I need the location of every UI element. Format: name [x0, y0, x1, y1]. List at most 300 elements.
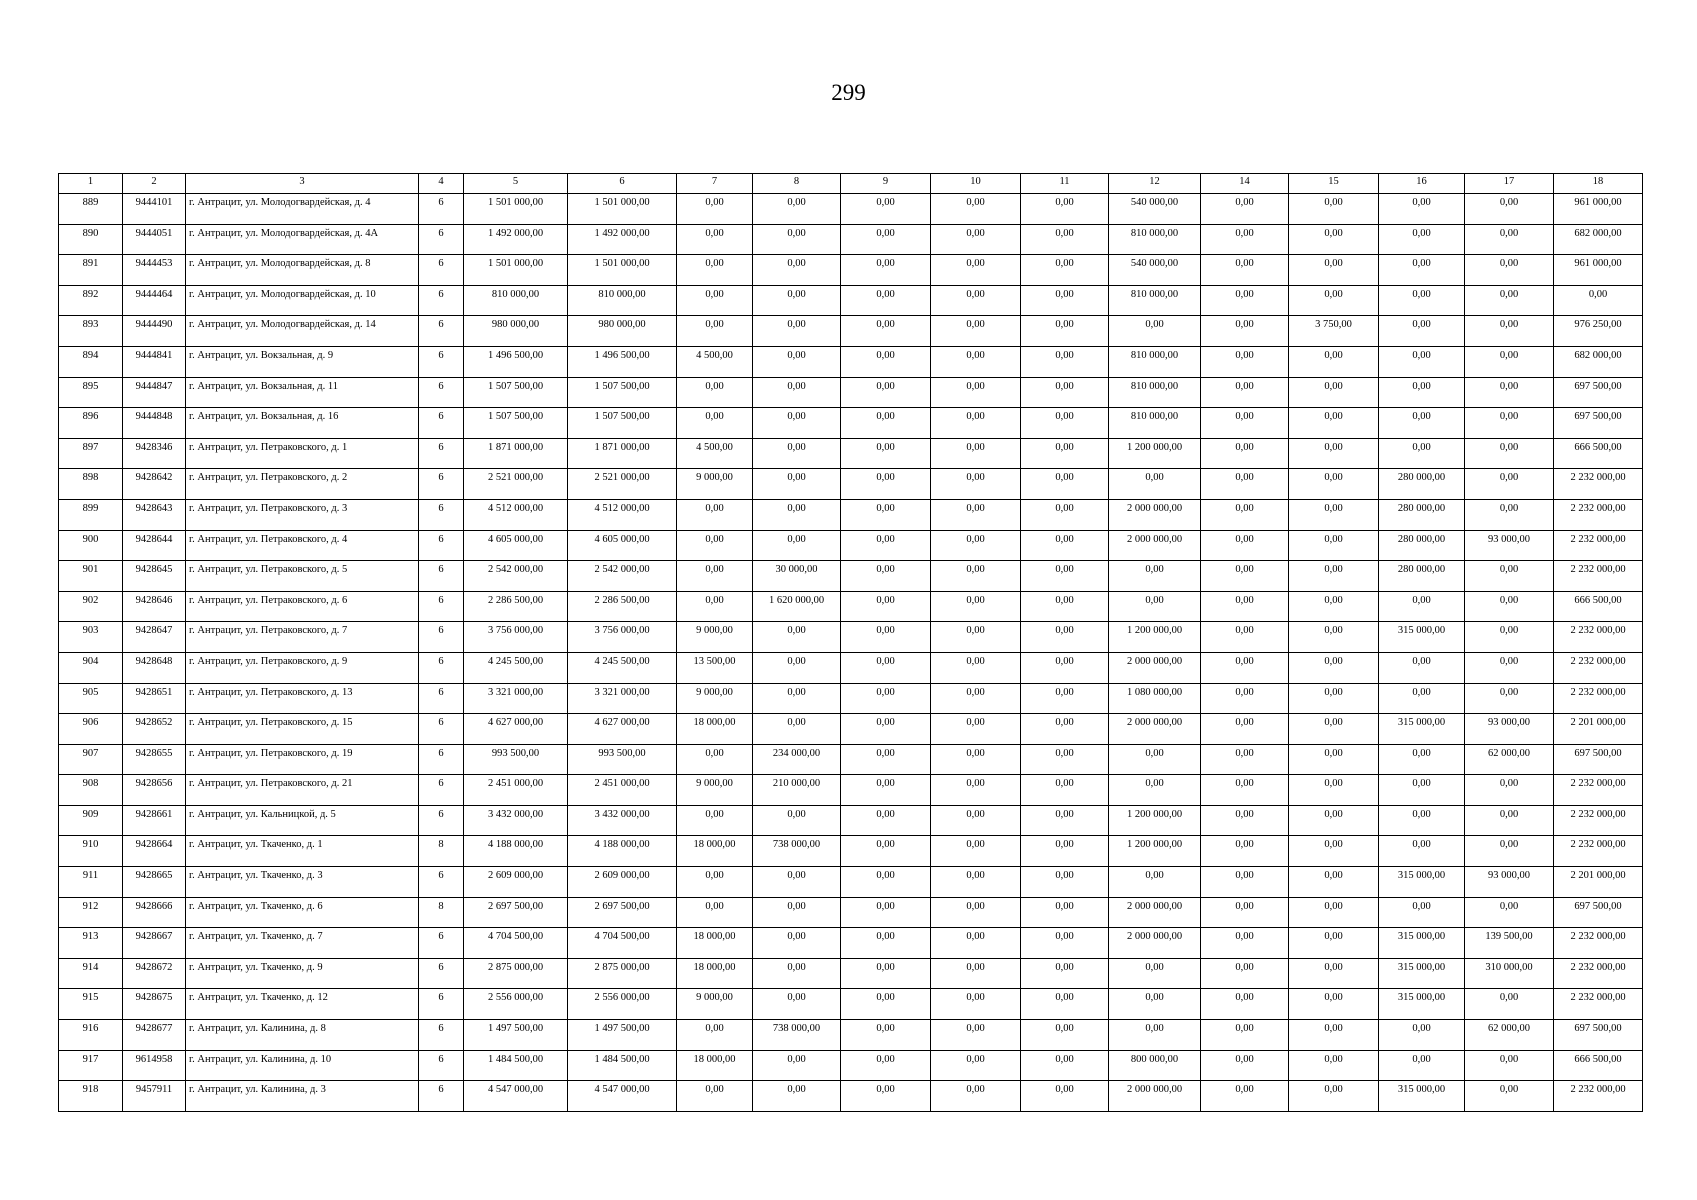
table-row [59, 958, 1643, 989]
table-cell: 9428651 [123, 683, 186, 714]
table-cell: 0,00 [1289, 867, 1379, 898]
table-cell: 0,00 [931, 1081, 1021, 1112]
table-cell: 0,00 [1021, 285, 1109, 316]
table-cell: 0,00 [1021, 1020, 1109, 1051]
table-cell: 315 000,00 [1379, 958, 1465, 989]
table-cell: 0,00 [1289, 1020, 1379, 1051]
table-cell: 2 232 000,00 [1554, 561, 1643, 592]
table-cell: 1 496 500,00 [464, 346, 568, 377]
table-cell: 0,00 [1465, 561, 1554, 592]
table-cell: 2 000 000,00 [1109, 714, 1201, 745]
table-cell: 0,00 [1021, 744, 1109, 775]
table-cell: 0,00 [1289, 1050, 1379, 1081]
table-cell: 810 000,00 [1109, 408, 1201, 439]
table-cell: 0,00 [1021, 805, 1109, 836]
table-cell: 0,00 [753, 224, 841, 255]
table-cell: 0,00 [1201, 346, 1289, 377]
table-row [59, 897, 1643, 928]
table-cell: 0,00 [1109, 775, 1201, 806]
table-cell: 9428644 [123, 530, 186, 561]
table-cell: 6 [419, 408, 464, 439]
table-cell: 0,00 [1289, 255, 1379, 286]
address-cell: г. Антрацит, ул. Петраковского, д. 21 [186, 775, 419, 806]
table-cell: 9444848 [123, 408, 186, 439]
table-row [59, 1050, 1643, 1081]
table-row [59, 377, 1643, 408]
address-cell: г. Антрацит, ул. Петраковского, д. 5 [186, 561, 419, 592]
table-cell: 0,00 [1201, 316, 1289, 347]
table-cell: 0,00 [677, 255, 753, 286]
table-cell: 0,00 [1289, 377, 1379, 408]
table-cell: 2 232 000,00 [1554, 1081, 1643, 1112]
table-cell: 0,00 [841, 652, 931, 683]
table-cell: 0,00 [1289, 836, 1379, 867]
table-cell: 980 000,00 [464, 316, 568, 347]
table-cell: 907 [59, 744, 123, 775]
table-row [59, 1081, 1643, 1112]
table-cell: 892 [59, 285, 123, 316]
table-cell: 3 756 000,00 [568, 622, 677, 653]
table-cell: 0,00 [1201, 775, 1289, 806]
address-cell: г. Антрацит, ул. Петраковского, д. 1 [186, 438, 419, 469]
table-cell: 0,00 [677, 561, 753, 592]
table-cell: 315 000,00 [1379, 1081, 1465, 1112]
table-cell: 0,00 [1379, 194, 1465, 225]
table-cell: 2 875 000,00 [568, 958, 677, 989]
table-cell: 0,00 [753, 346, 841, 377]
table-cell: 0,00 [677, 805, 753, 836]
table-cell: 2 286 500,00 [568, 591, 677, 622]
table-cell: 0,00 [1289, 989, 1379, 1020]
table-cell: 6 [419, 438, 464, 469]
table-cell: 0,00 [841, 1081, 931, 1112]
column-header: 18 [1554, 174, 1643, 194]
table-cell: 0,00 [1465, 836, 1554, 867]
column-header: 4 [419, 174, 464, 194]
table-cell: 810 000,00 [568, 285, 677, 316]
table-cell: 0,00 [841, 683, 931, 714]
table-cell: 9 000,00 [677, 989, 753, 1020]
table-cell: 0,00 [1201, 867, 1289, 898]
table-cell: 902 [59, 591, 123, 622]
table-cell: 0,00 [753, 622, 841, 653]
table-cell: 899 [59, 499, 123, 530]
table-cell: 4 245 500,00 [464, 652, 568, 683]
table-cell: 0,00 [1465, 775, 1554, 806]
table-cell: 9428665 [123, 867, 186, 898]
table-row [59, 652, 1643, 683]
address-cell: г. Антрацит, ул. Вокзальная, д. 16 [186, 408, 419, 439]
table-cell: 9428652 [123, 714, 186, 745]
table-cell: 0,00 [841, 346, 931, 377]
table-cell: 315 000,00 [1379, 928, 1465, 959]
table-cell: 0,00 [931, 805, 1021, 836]
table-cell: 6 [419, 1081, 464, 1112]
address-cell: г. Антрацит, ул. Петраковского, д. 13 [186, 683, 419, 714]
table-cell: 0,00 [841, 377, 931, 408]
table-cell: 2 556 000,00 [568, 989, 677, 1020]
table-cell: 1 492 000,00 [568, 224, 677, 255]
table-cell: 0,00 [1201, 928, 1289, 959]
table-cell: 0,00 [677, 316, 753, 347]
table-cell: 0,00 [841, 989, 931, 1020]
table-cell: 0,00 [931, 836, 1021, 867]
table-cell: 0,00 [1021, 683, 1109, 714]
table-cell: 0,00 [931, 469, 1021, 500]
table-cell: 901 [59, 561, 123, 592]
table-cell: 4 627 000,00 [568, 714, 677, 745]
table-cell: 0,00 [1201, 469, 1289, 500]
table-cell: 0,00 [1201, 1020, 1289, 1051]
column-header: 8 [753, 174, 841, 194]
column-header: 6 [568, 174, 677, 194]
address-cell: г. Антрацит, ул. Молодогвардейская, д. 14 [186, 316, 419, 347]
table-cell: 0,00 [841, 1050, 931, 1081]
table-cell: 310 000,00 [1465, 958, 1554, 989]
table-cell: 0,00 [1554, 285, 1643, 316]
table-cell: 9444464 [123, 285, 186, 316]
table-cell: 0,00 [931, 194, 1021, 225]
table-cell: 0,00 [1289, 897, 1379, 928]
table-cell: 0,00 [1201, 683, 1289, 714]
table-cell: 961 000,00 [1554, 255, 1643, 286]
table-cell: 2 232 000,00 [1554, 775, 1643, 806]
table-cell: 0,00 [931, 989, 1021, 1020]
table-cell: 894 [59, 346, 123, 377]
table-cell: 6 [419, 1020, 464, 1051]
table-cell: 2 232 000,00 [1554, 469, 1643, 500]
table-cell: 697 500,00 [1554, 744, 1643, 775]
table-cell: 3 432 000,00 [464, 805, 568, 836]
table-row [59, 867, 1643, 898]
table-cell: 6 [419, 194, 464, 225]
table-cell: 0,00 [1379, 224, 1465, 255]
table-cell: 4 605 000,00 [464, 530, 568, 561]
header-row [59, 174, 1643, 194]
table-cell: 0,00 [1379, 438, 1465, 469]
table-cell: 738 000,00 [753, 1020, 841, 1051]
table-cell: 0,00 [1201, 591, 1289, 622]
table-cell: 0,00 [1465, 1050, 1554, 1081]
table-cell: 0,00 [753, 1050, 841, 1081]
table-cell: 1 507 500,00 [568, 377, 677, 408]
table-cell: 903 [59, 622, 123, 653]
table-cell: 0,00 [1289, 561, 1379, 592]
table-cell: 9444453 [123, 255, 186, 286]
table-cell: 2 521 000,00 [568, 469, 677, 500]
table-cell: 0,00 [1465, 989, 1554, 1020]
table-cell: 6 [419, 867, 464, 898]
table-cell: 0,00 [753, 1081, 841, 1112]
column-header: 17 [1465, 174, 1554, 194]
table-cell: 0,00 [1465, 499, 1554, 530]
table-cell: 234 000,00 [753, 744, 841, 775]
table-cell: 6 [419, 958, 464, 989]
table-cell: 0,00 [1289, 652, 1379, 683]
table-cell: 2 232 000,00 [1554, 652, 1643, 683]
table-cell: 0,00 [931, 499, 1021, 530]
table-cell: 0,00 [1021, 530, 1109, 561]
table-row [59, 622, 1643, 653]
table-cell: 0,00 [1109, 316, 1201, 347]
table-cell: 0,00 [841, 499, 931, 530]
table-cell: 0,00 [677, 224, 753, 255]
table-cell: 0,00 [931, 438, 1021, 469]
table-cell: 1 080 000,00 [1109, 683, 1201, 714]
table-cell: 0,00 [753, 714, 841, 745]
table-cell: 666 500,00 [1554, 438, 1643, 469]
table-cell: 1 501 000,00 [464, 255, 568, 286]
table-cell: 2 542 000,00 [464, 561, 568, 592]
table-row [59, 928, 1643, 959]
table-cell: 315 000,00 [1379, 714, 1465, 745]
address-cell: г. Антрацит, ул. Калинина, д. 10 [186, 1050, 419, 1081]
table-cell: 976 250,00 [1554, 316, 1643, 347]
table-cell: 810 000,00 [1109, 377, 1201, 408]
table-row [59, 989, 1643, 1020]
table-cell: 9428656 [123, 775, 186, 806]
table-cell: 4 245 500,00 [568, 652, 677, 683]
table-cell: 0,00 [931, 744, 1021, 775]
table-row [59, 224, 1643, 255]
table-cell: 1 501 000,00 [464, 194, 568, 225]
table-cell: 0,00 [1289, 928, 1379, 959]
table-cell: 0,00 [1021, 377, 1109, 408]
column-header: 2 [123, 174, 186, 194]
table-cell: 2 521 000,00 [464, 469, 568, 500]
table-cell: 9428661 [123, 805, 186, 836]
address-cell: г. Антрацит, ул. Калинина, д. 8 [186, 1020, 419, 1051]
table-cell: 0,00 [1021, 255, 1109, 286]
address-cell: г. Антрацит, ул. Ткаченко, д. 3 [186, 867, 419, 898]
table-cell: 0,00 [1201, 377, 1289, 408]
column-header: 14 [1201, 174, 1289, 194]
table-cell: 0,00 [1201, 744, 1289, 775]
table-cell: 0,00 [1021, 622, 1109, 653]
table-cell: 0,00 [841, 530, 931, 561]
table-cell: 18 000,00 [677, 928, 753, 959]
table-cell: 9444051 [123, 224, 186, 255]
table-cell: 0,00 [931, 622, 1021, 653]
table-cell: 0,00 [677, 1020, 753, 1051]
table-cell: 1 497 500,00 [568, 1020, 677, 1051]
table-cell: 0,00 [677, 867, 753, 898]
table-cell: 2 232 000,00 [1554, 989, 1643, 1020]
table-cell: 6 [419, 469, 464, 500]
table-cell: 3 750,00 [1289, 316, 1379, 347]
table-cell: 0,00 [931, 652, 1021, 683]
table-cell: 0,00 [1021, 224, 1109, 255]
table-cell: 6 [419, 775, 464, 806]
table-cell: 0,00 [931, 775, 1021, 806]
table-cell: 1 200 000,00 [1109, 622, 1201, 653]
table-cell: 1 496 500,00 [568, 346, 677, 377]
table-cell: 9444101 [123, 194, 186, 225]
table-cell: 0,00 [1201, 958, 1289, 989]
table-cell: 9428677 [123, 1020, 186, 1051]
column-header: 12 [1109, 174, 1201, 194]
table-cell: 4 500,00 [677, 346, 753, 377]
table-cell: 0,00 [931, 285, 1021, 316]
table-cell: 0,00 [1465, 316, 1554, 347]
table-cell: 2 609 000,00 [568, 867, 677, 898]
table-cell: 1 507 500,00 [464, 408, 568, 439]
table-cell: 6 [419, 591, 464, 622]
table-cell: 1 507 500,00 [464, 377, 568, 408]
table-cell: 0,00 [931, 316, 1021, 347]
table-cell: 0,00 [1021, 652, 1109, 683]
table-cell: 800 000,00 [1109, 1050, 1201, 1081]
table-cell: 0,00 [841, 775, 931, 806]
table-cell: 0,00 [841, 255, 931, 286]
table-cell: 0,00 [1021, 408, 1109, 439]
table-row [59, 775, 1643, 806]
table-cell: 0,00 [1201, 561, 1289, 592]
table-cell: 810 000,00 [1109, 285, 1201, 316]
table-cell: 1 620 000,00 [753, 591, 841, 622]
column-header: 1 [59, 174, 123, 194]
address-cell: г. Антрацит, ул. Ткаченко, д. 6 [186, 897, 419, 928]
page-number: 299 [831, 80, 866, 105]
table-cell: 0,00 [1379, 897, 1465, 928]
table-cell: 0,00 [1201, 530, 1289, 561]
table-cell: 0,00 [1465, 408, 1554, 439]
table-cell: 0,00 [753, 255, 841, 286]
table-cell: 280 000,00 [1379, 530, 1465, 561]
table-cell: 1 200 000,00 [1109, 805, 1201, 836]
table-cell: 0,00 [841, 561, 931, 592]
table-cell: 0,00 [1289, 683, 1379, 714]
table-cell: 0,00 [1465, 622, 1554, 653]
table-cell: 0,00 [1201, 714, 1289, 745]
table-cell: 13 500,00 [677, 652, 753, 683]
table-cell: 6 [419, 499, 464, 530]
table-cell: 0,00 [1465, 438, 1554, 469]
table-cell: 697 500,00 [1554, 1020, 1643, 1051]
table-cell: 0,00 [1201, 194, 1289, 225]
address-cell: г. Антрацит, ул. Петраковского, д. 6 [186, 591, 419, 622]
table-cell: 2 542 000,00 [568, 561, 677, 592]
table-cell: 2 556 000,00 [464, 989, 568, 1020]
address-cell: г. Антрацит, ул. Молодогвардейская, д. 10 [186, 285, 419, 316]
table-cell: 0,00 [1465, 346, 1554, 377]
table-cell: 0,00 [1379, 346, 1465, 377]
table-row [59, 805, 1643, 836]
table-cell: 0,00 [1021, 591, 1109, 622]
address-cell: г. Антрацит, ул. Молодогвардейская, д. 4 [186, 194, 419, 225]
table-cell: 0,00 [677, 285, 753, 316]
table-cell: 0,00 [1379, 744, 1465, 775]
table-cell: 0,00 [1379, 377, 1465, 408]
table-cell: 0,00 [841, 744, 931, 775]
table-cell: 2 232 000,00 [1554, 622, 1643, 653]
address-cell: г. Антрацит, ул. Петраковского, д. 7 [186, 622, 419, 653]
table-cell: 0,00 [1289, 775, 1379, 806]
table-cell: 9 000,00 [677, 469, 753, 500]
column-header: 15 [1289, 174, 1379, 194]
table-cell: 9 000,00 [677, 622, 753, 653]
table-cell: 9428647 [123, 622, 186, 653]
table-cell: 697 500,00 [1554, 897, 1643, 928]
table-cell: 0,00 [1289, 346, 1379, 377]
table-cell: 0,00 [841, 958, 931, 989]
table-cell: 2 451 000,00 [464, 775, 568, 806]
table-cell: 0,00 [1109, 958, 1201, 989]
table-cell: 0,00 [753, 928, 841, 959]
table-cell: 908 [59, 775, 123, 806]
table-cell: 9428645 [123, 561, 186, 592]
table-row [59, 408, 1643, 439]
table-cell: 9 000,00 [677, 683, 753, 714]
table-cell: 0,00 [1379, 683, 1465, 714]
table-cell: 0,00 [1465, 377, 1554, 408]
table-cell: 0,00 [1109, 744, 1201, 775]
table-cell: 18 000,00 [677, 714, 753, 745]
table-cell: 0,00 [753, 499, 841, 530]
table-cell: 0,00 [931, 867, 1021, 898]
table-cell: 0,00 [1201, 1050, 1289, 1081]
table-cell: 0,00 [931, 714, 1021, 745]
table-cell: 4 704 500,00 [568, 928, 677, 959]
table-cell: 9428664 [123, 836, 186, 867]
table-cell: 6 [419, 989, 464, 1020]
table-cell: 0,00 [931, 408, 1021, 439]
table-cell: 0,00 [931, 1020, 1021, 1051]
table-cell: 540 000,00 [1109, 255, 1201, 286]
table-cell: 0,00 [753, 438, 841, 469]
table-cell: 0,00 [841, 897, 931, 928]
table-cell: 0,00 [1021, 561, 1109, 592]
table-cell: 0,00 [931, 561, 1021, 592]
table-cell: 918 [59, 1081, 123, 1112]
table-cell: 2 875 000,00 [464, 958, 568, 989]
table-cell: 0,00 [1289, 224, 1379, 255]
table-cell: 2 000 000,00 [1109, 897, 1201, 928]
table-cell: 2 697 500,00 [568, 897, 677, 928]
table-cell: 0,00 [677, 499, 753, 530]
column-header: 10 [931, 174, 1021, 194]
table-cell: 0,00 [677, 744, 753, 775]
table-cell: 0,00 [1021, 867, 1109, 898]
table-cell: 0,00 [677, 530, 753, 561]
table-cell: 0,00 [1201, 499, 1289, 530]
table-cell: 6 [419, 1050, 464, 1081]
table-cell: 2 000 000,00 [1109, 928, 1201, 959]
table-cell: 18 000,00 [677, 836, 753, 867]
table-cell: 0,00 [1379, 591, 1465, 622]
table-cell: 0,00 [1379, 408, 1465, 439]
table-cell: 280 000,00 [1379, 499, 1465, 530]
table-cell: 62 000,00 [1465, 744, 1554, 775]
table-cell: 0,00 [677, 1081, 753, 1112]
table-cell: 682 000,00 [1554, 224, 1643, 255]
table-cell: 0,00 [1289, 438, 1379, 469]
table-cell: 993 500,00 [568, 744, 677, 775]
table-cell: 0,00 [1201, 897, 1289, 928]
table-row [59, 438, 1643, 469]
table-cell: 3 321 000,00 [568, 683, 677, 714]
table-cell: 9428655 [123, 744, 186, 775]
table-cell: 0,00 [1465, 194, 1554, 225]
table-cell: 3 321 000,00 [464, 683, 568, 714]
table-cell: 1 497 500,00 [464, 1020, 568, 1051]
table-cell: 666 500,00 [1554, 591, 1643, 622]
table-cell: 315 000,00 [1379, 989, 1465, 1020]
table-cell: 1 492 000,00 [464, 224, 568, 255]
table-cell: 4 500,00 [677, 438, 753, 469]
table-cell: 0,00 [1021, 194, 1109, 225]
table-cell: 697 500,00 [1554, 408, 1643, 439]
